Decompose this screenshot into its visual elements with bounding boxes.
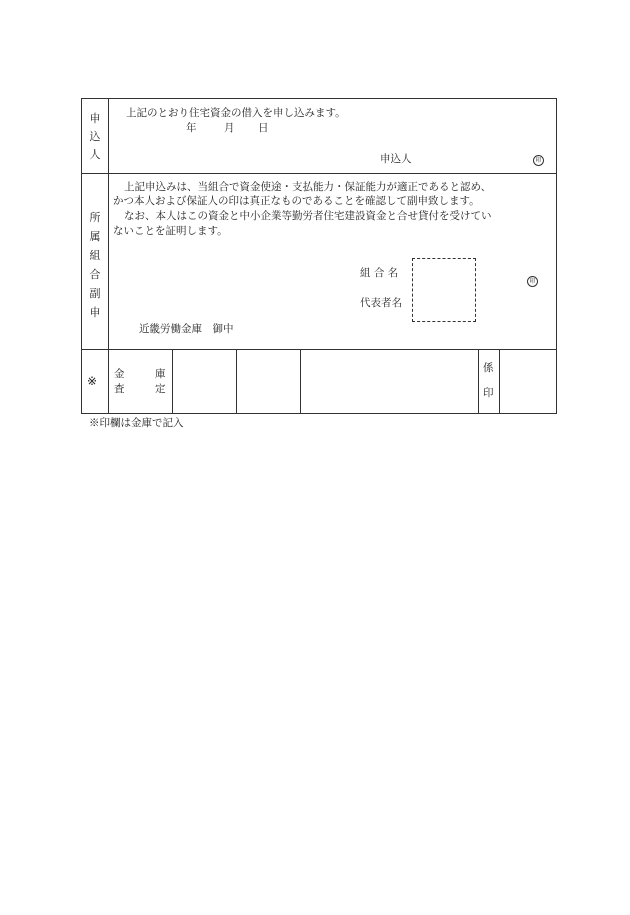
date-month-unit[interactable]: 月 — [224, 122, 235, 134]
audit-label-char: 査 — [114, 383, 125, 395]
union-name-label: 組 合 名 — [360, 267, 399, 279]
audit-cell-3[interactable] — [301, 350, 478, 413]
divider-applicant-union — [81, 173, 557, 174]
union-text-line: ないことを証明します。 — [113, 225, 228, 237]
union-text-line: 上記申込みは、当組合で資金使途・支払能力・保証能力が適正であると認め、 — [124, 181, 492, 193]
union-text-line: かつ本人および保証人の印は真正なものであることを確認して副申致します。 — [113, 195, 480, 207]
frame-top — [81, 98, 557, 99]
union-stamp-box[interactable] — [412, 258, 476, 322]
applicant-label-char: 込 — [89, 130, 101, 143]
applicant-name-label: 申込人 — [380, 153, 412, 165]
union-seal-icon: 印 — [527, 276, 538, 287]
applicant-label-char: 申 — [89, 112, 101, 125]
audit-label-char: 庫 — [155, 368, 166, 380]
clerk-label-char: 印 — [483, 387, 494, 399]
frame-left — [81, 98, 82, 414]
bank-use-mark: ※ — [87, 374, 98, 388]
applicant-label-char: 人 — [89, 148, 101, 161]
label-column-divider — [108, 98, 109, 414]
audit-label-char: 金 — [114, 368, 125, 380]
audit-cell-1[interactable] — [173, 350, 236, 413]
audit-cell-2[interactable] — [237, 350, 300, 413]
bank-row-divider-4 — [478, 349, 479, 414]
frame-bottom — [81, 413, 557, 414]
representative-name-label: 代表者名 — [360, 297, 402, 309]
date-year-unit: 年 — [186, 122, 197, 134]
applicant-statement: 上記のとおり住宅資金の借入を申し込みます。 — [126, 107, 346, 119]
union-label-char: 所 — [89, 211, 101, 224]
union-label-char: 合 — [89, 268, 101, 281]
date-day-unit[interactable]: 日 — [258, 122, 269, 134]
union-text-line: なお、本人はこの資金と中小企業等勤労者住宅建設資金と合せ貸付を受けてい — [124, 210, 492, 222]
applicant-seal-icon: 印 — [533, 155, 544, 166]
clerk-label-char: 係 — [483, 362, 494, 374]
addressee: 近畿労働金庫 御中 — [139, 323, 234, 335]
union-label-char: 副 — [89, 287, 101, 300]
union-label-char: 組 — [89, 249, 101, 262]
footnote: ※印欄は金庫で記入 — [89, 417, 184, 429]
frame-right — [556, 98, 557, 414]
union-label-char: 申 — [89, 306, 101, 319]
union-label-char: 属 — [89, 230, 101, 243]
clerk-seal-cell[interactable] — [500, 350, 556, 413]
audit-label-char: 定 — [155, 383, 166, 395]
